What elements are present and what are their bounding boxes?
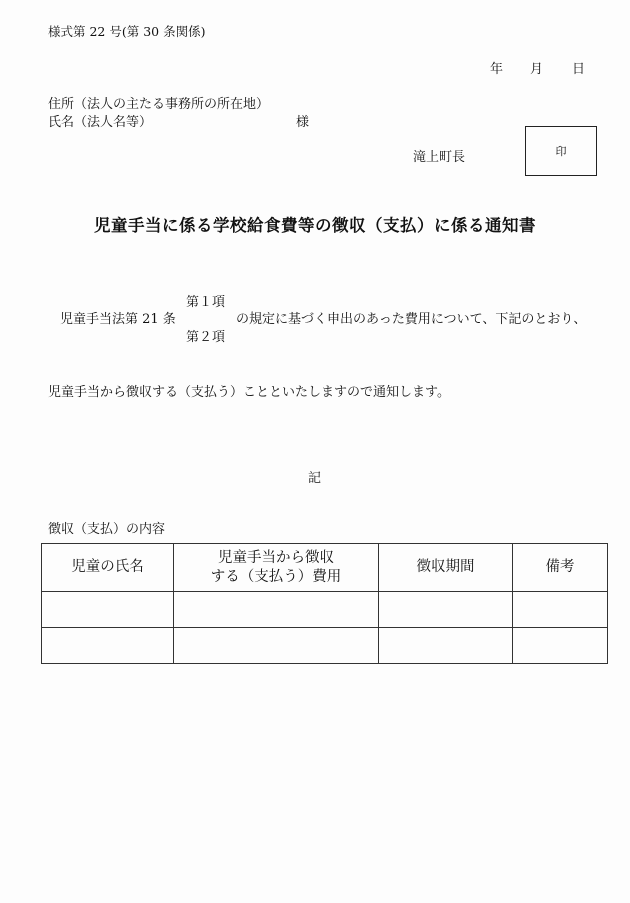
header-cost-line2: する（支払う）費用 xyxy=(210,568,342,585)
collection-table xyxy=(41,543,608,664)
contents-label: 徴収（支払）の内容 xyxy=(48,522,166,537)
law-reference: 児童手当法第 21 条 xyxy=(60,312,176,327)
table-cell xyxy=(174,628,379,664)
table-cell xyxy=(513,592,608,628)
table-cell xyxy=(379,592,513,628)
table-cell xyxy=(513,628,608,664)
body-text-1: の規定に基づく申出のあった費用について、下記のとおり、 xyxy=(236,312,587,327)
date-year-label: 年 xyxy=(490,62,504,77)
header-child-name: 児童の氏名 xyxy=(42,544,174,592)
table-row xyxy=(42,592,608,628)
header-cost xyxy=(174,544,379,592)
header-remarks: 備考 xyxy=(513,544,608,592)
date-day-label: 日 xyxy=(572,62,586,77)
body-text-2: 児童手当から徴収する（支払う）ことといたしますので通知します。 xyxy=(48,385,450,400)
document-title: 児童手当に係る学校給食費等の徴収（支払）に係る通知書 xyxy=(94,216,536,235)
item-2: 第２項 xyxy=(186,330,226,345)
table-row xyxy=(42,628,608,664)
table-cell xyxy=(379,628,513,664)
date-line xyxy=(490,58,585,77)
ki-heading: 記 xyxy=(308,471,322,486)
sender-title: 滝上町長 xyxy=(413,150,466,165)
seal-box xyxy=(525,126,597,176)
header-cost-line1: 児童手当から徴収 xyxy=(218,549,334,566)
name-label: 氏名（法人名等） xyxy=(48,115,153,130)
honorific: 様 xyxy=(296,115,310,130)
table-cell xyxy=(42,628,174,664)
table-cell xyxy=(174,592,379,628)
table-header-row xyxy=(42,544,608,592)
address-label: 住所（法人の主たる事務所の所在地） xyxy=(48,97,270,112)
seal-label: 印 xyxy=(555,145,567,158)
header-period: 徴収期間 xyxy=(379,544,513,592)
table-cell xyxy=(42,592,174,628)
date-month-label: 月 xyxy=(530,62,544,77)
form-number: 様式第 22 号(第 30 条関係) xyxy=(48,24,206,39)
item-1: 第１項 xyxy=(186,295,226,310)
